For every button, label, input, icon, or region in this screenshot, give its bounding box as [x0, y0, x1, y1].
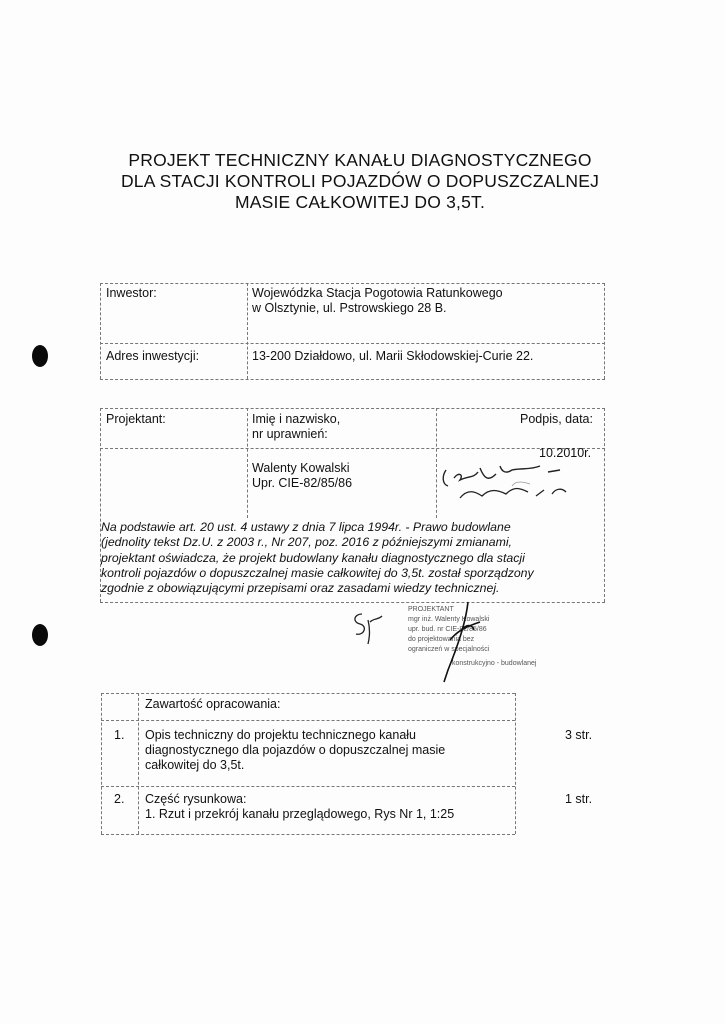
stamp-line: PROJEKTANT — [408, 606, 454, 613]
stamp-line: do projektowania bez — [408, 636, 475, 643]
license-header: nr uprawnień: — [252, 427, 328, 441]
stamp-line: mgr inż. Walenty Kowalski — [408, 616, 490, 623]
punch-hole-bottom — [32, 624, 48, 646]
item-pages: 3 str. — [565, 728, 593, 742]
initials-signature — [348, 608, 388, 648]
designer-license: Upr. CIE-82/85/86 — [252, 476, 353, 490]
title-line: PROJEKT TECHNICZNY KANAŁU DIAGNOSTYCZNEGO — [128, 150, 592, 170]
investor-label: Inwestor: — [106, 286, 157, 300]
name-header: Imię i nazwisko, — [252, 412, 341, 426]
item-description: całkowitej do 3,5t. — [145, 758, 245, 772]
document-title — [60, 150, 660, 213]
investor-name: Wojewódzka Stacja Pogotowia Ratunkowego — [252, 286, 503, 300]
item-pages: 1 str. — [565, 792, 593, 806]
stamp-signature — [440, 600, 490, 685]
item-description: Opis techniczny do projektu technicznego kanału — [145, 728, 416, 742]
handwritten-signature — [440, 458, 600, 508]
address-label: Adres inwestycji: — [106, 349, 200, 363]
stamp-line: ograniczeń w specjalności — [408, 646, 490, 653]
declaration-line: kontroli pojazdów o dopuszczalnej masie całkowitej do 3,5t. został sporządzony — [101, 565, 534, 580]
stamp-line: konstrukcyjno - budowlanej — [452, 660, 537, 667]
item-number: 2. — [114, 792, 125, 806]
address-value: 13-200 Działdowo, ul. Marii Skłodowskiej-Curie 22. — [252, 349, 534, 363]
declaration-line: (jednolity tekst Dz.U. z 2003 r., Nr 207, poz. 2016 z późniejszymi zmianami, — [101, 535, 512, 550]
declaration-line: zgodnie z obowiązującymi przepisami oraz zasadami wiedzy technicznej. — [101, 581, 500, 596]
item-number: 1. — [114, 728, 125, 742]
title-line: DLA STACJI KONTROLI POJAZDÓW O DOPUSZCZALNEJ — [120, 171, 600, 191]
designer-declaration — [101, 520, 606, 596]
item-description: 1. Rzut i przekrój kanału przeglądowego, Rys Nr 1, 1:25 — [145, 807, 455, 821]
declaration-line: projektant oświadcza, że projekt budowlany kanału diagnostycznego dla stacji — [101, 550, 525, 565]
investor-address: w Olsztynie, ul. Pstrowskiego 28 B. — [252, 301, 447, 315]
contents-header: Zawartość opracowania: — [145, 697, 281, 711]
declaration-line: Na podstawie art. 20 ust. 4 ustawy z dnia 7 lipca 1994r. - Prawo budowlane — [101, 520, 511, 534]
designer-name: Walenty Kowalski — [252, 461, 350, 475]
title-line: MASIE CAŁKOWITEJ DO 3,5T. — [234, 192, 486, 212]
designer-label: Projektant: — [106, 412, 166, 426]
signature-date: 10.2010r. — [539, 446, 592, 460]
punch-hole-top — [32, 345, 48, 367]
item-description: Część rysunkowa: — [145, 792, 247, 806]
item-description: diagnostycznego dla pojazdów o dopuszczalnej masie — [145, 743, 446, 757]
stamp-line: upr. bud. nr CIE-82/85/86 — [408, 626, 487, 633]
signature-header: Podpis, data: — [520, 412, 593, 426]
